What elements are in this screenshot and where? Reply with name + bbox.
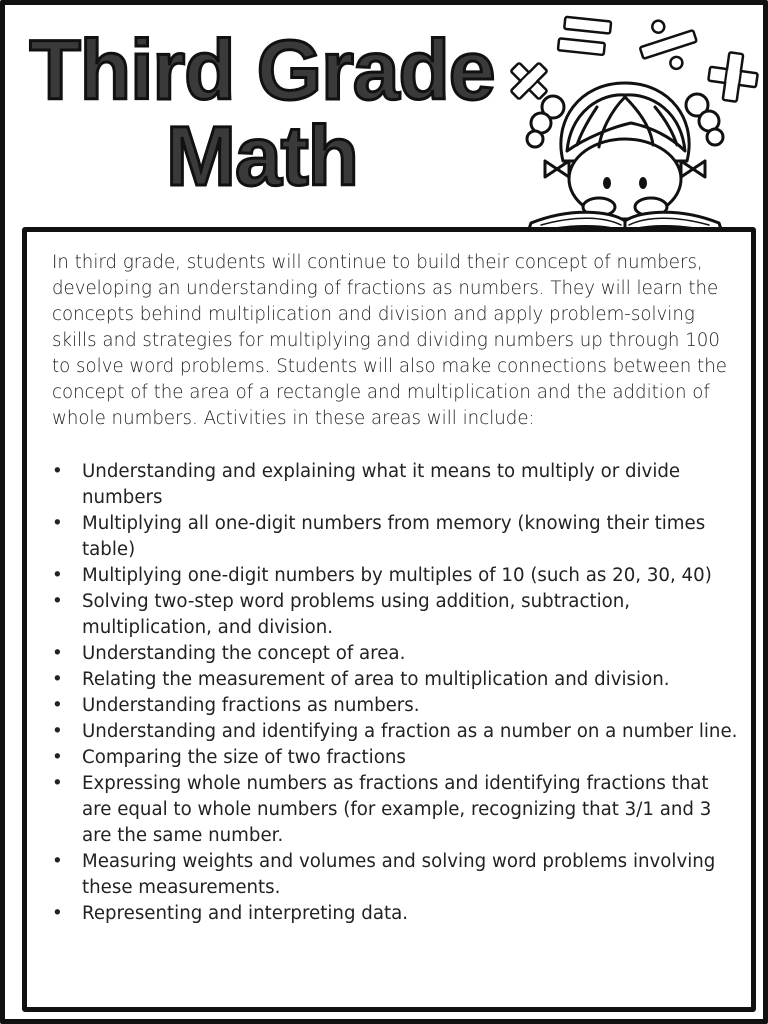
list-item-text: Understanding and identifying a fraction as a number on a number line. [82,721,738,742]
bullet-marker: • [52,565,63,586]
page-title [27,23,497,203]
list-item-text: Measuring weights and volumes and solving word problems involving these measurements. [82,851,716,898]
list-item [52,849,742,901]
list-item-text: Solving two-step word problems using addition, subtraction, multiplication, and division. [82,591,631,638]
list-item [52,901,742,927]
bullet-marker: • [52,643,63,664]
bullet-marker: • [52,669,63,690]
list-item-text: Comparing the size of two fractions [82,747,406,768]
list-item [52,641,742,667]
list-item-text: Understanding the concept of area. [82,643,406,664]
bullet-marker: • [52,773,63,794]
content-box [22,227,756,1012]
list-item [52,745,742,771]
bullet-marker: • [52,695,63,716]
bullet-marker: • [52,513,63,534]
list-item-text: Multiplying one-digit numbers by multiples of 10 (such as 20, 30, 40) [82,565,712,586]
list-item-text: Multiplying all one-digit numbers from memory (knowing their times table) [82,513,706,560]
list-item [52,667,742,693]
divide-icon [634,11,703,78]
title-line-1: Third Grade [29,23,495,117]
bullet-marker: • [52,721,63,742]
bullet-marker: • [52,591,63,612]
list-item-text: Relating the measurement of area to multiplication and division. [82,669,670,690]
equals-icon [558,16,611,55]
list-item [52,563,742,589]
bullet-marker: • [52,851,63,872]
list-item [52,771,742,849]
plus-icon [706,50,760,104]
list-item-text: Expressing whole numbers as fractions and identifying fractions that are equal to whole numbers (for example, recognizing that 3/1 and 3 are the same number. [82,773,712,846]
list-item [52,511,742,563]
intro-paragraph: In third grade, students will continue to build their concept of numbers, developing an understanding of fractions as numbers. They will learn the concepts behind multiplication and division and apply problem-solving skills and strategies for multiplying and dividing numbers up through 100 to solve word problems. Students will also make connections between the concept of the area of a rectangle and multiplication and the addition of whole numbers. Activities in these areas will include: [52,252,727,429]
list-item [52,589,742,641]
list-item-text: Understanding fractions as numbers. [82,695,420,716]
bullet-marker: • [52,747,63,768]
girl-reading-clipart [501,11,768,243]
list-item [52,719,742,745]
girl-reading-book-icon [527,83,723,235]
bullet-marker: • [52,903,63,924]
list-item-text: Representing and interpreting data. [82,903,409,924]
bullet-marker: • [52,461,63,482]
list-item [52,459,742,511]
list-item-text: Understanding and explaining what it means to multiply or divide numbers [82,461,681,508]
title-line-2: Math [166,109,358,203]
activities-list [52,459,742,927]
list-item [52,693,742,719]
